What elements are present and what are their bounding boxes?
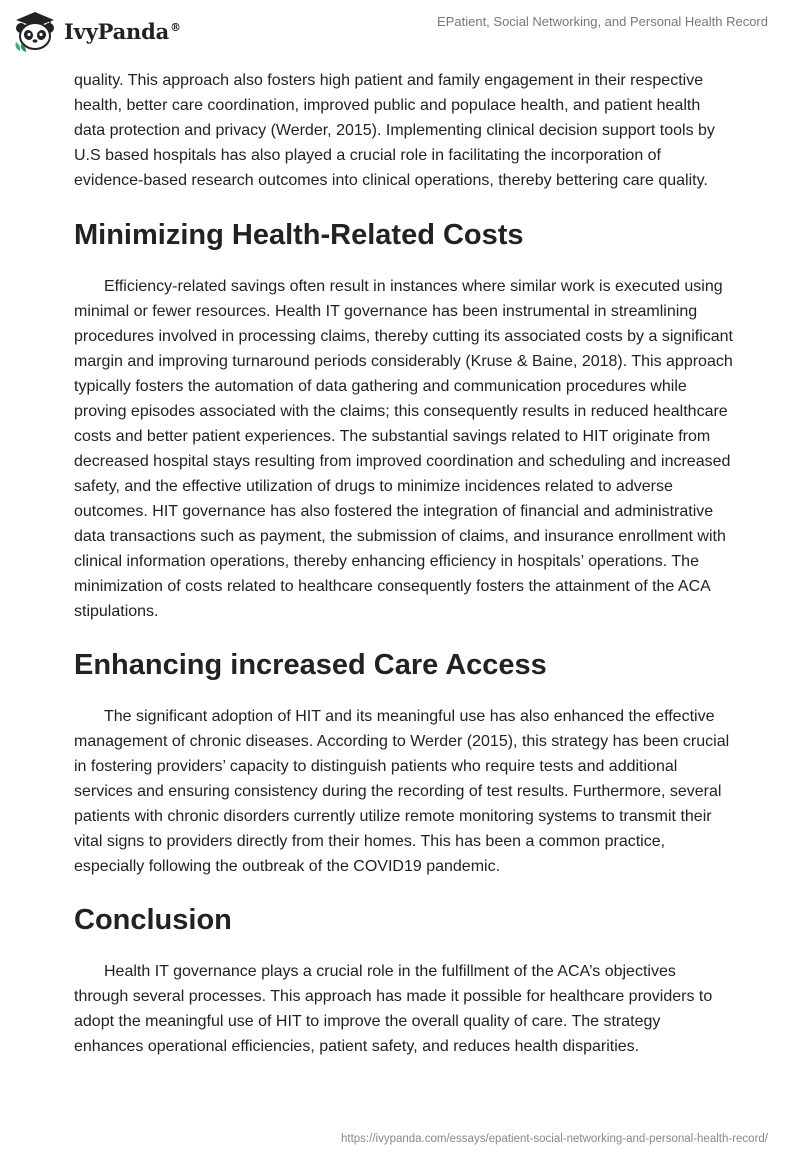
section-paragraph-care-access: The significant adoption of HIT and its meaningful use has also enhanced the effective management of chronic diseases. According to Werder (2015), this strategy has been crucial in fostering providers’ capacity to distinguish patients who require tests and additional services and ensuring consistency during the recording of test results. Furthermore, several patients with chronic disorders currently utilize remote monitoring systems to transmit their vital signs to providers directly from their homes. This has been a common practice, especially following the outbreak of the COVID19 pandemic. xyxy=(74,708,730,875)
section-heading-care-access: Enhancing increased Care Access xyxy=(74,649,547,681)
ivypanda-logo[interactable] xyxy=(12,8,181,54)
section-heading-conclusion: Conclusion xyxy=(74,904,232,936)
page-header xyxy=(0,0,800,66)
document-title: EPatient, Social Networking, and Personal Health Record xyxy=(437,14,768,29)
brand-text: IvyPanda xyxy=(64,18,170,44)
section-paragraph-conclusion: Health IT governance plays a crucial role in the fulfillment of the ACA’s objectives through several processes. This approach has made it possible for healthcare providers to adopt the meaningful use of HIT to improve the overall quality of care. The strategy enhances operational efficiencies, patient safety, and reduces health disparities. xyxy=(74,963,713,1055)
brand-name xyxy=(64,19,181,44)
intro-paragraph: quality. This approach also fosters high patient and family engagement in their respective health, better care coordination, improved public and populace health, and patient health data protection and privacy (Werder, 2015). Implementing clinical decision support tools by U.S based hospitals has also played a crucial role in facilitating the incorporation of evidence-based research outcomes into clinical operations, thereby bettering care quality. xyxy=(74,72,715,189)
source-url[interactable]: https://ivypanda.com/essays/epatient-social-networking-and-personal-health-record/ xyxy=(341,1133,768,1145)
trademark-symbol: ® xyxy=(170,20,181,34)
panda-graduate-icon xyxy=(12,8,58,54)
section-paragraph-costs: Efficiency-related savings often result in instances where similar work is executed using minimal or fewer resources. Health IT governance has been instrumental in streamlining procedures involved in processing claims, thereby cutting its associated costs by a significant margin and improving turnaround periods considerably (Kruse & Baine, 2018). This approach typically fosters the automation of data gathering and communication procedures while proving episodes associated with the claims; this consequently results in reduced healthcare costs and better patient experiences. The substantial savings related to HIT originate from decreased hospital stays resulting from improved coordination and scheduling and increased safety, and the effective utilization of drugs to minimize incidences related to adverse outcomes. HIT governance has also fostered the integration of financial and administrative data transactions such as payment, the submission of claims, and insurance enrollment with clinical information operations, thereby enhancing efficiency in hospitals’ operations. The minimization of costs related to healthcare consequently fosters the attainment of the ACA stipulations. xyxy=(74,278,733,620)
section-heading-costs: Minimizing Health-Related Costs xyxy=(74,219,524,251)
essay-content xyxy=(74,68,734,1059)
